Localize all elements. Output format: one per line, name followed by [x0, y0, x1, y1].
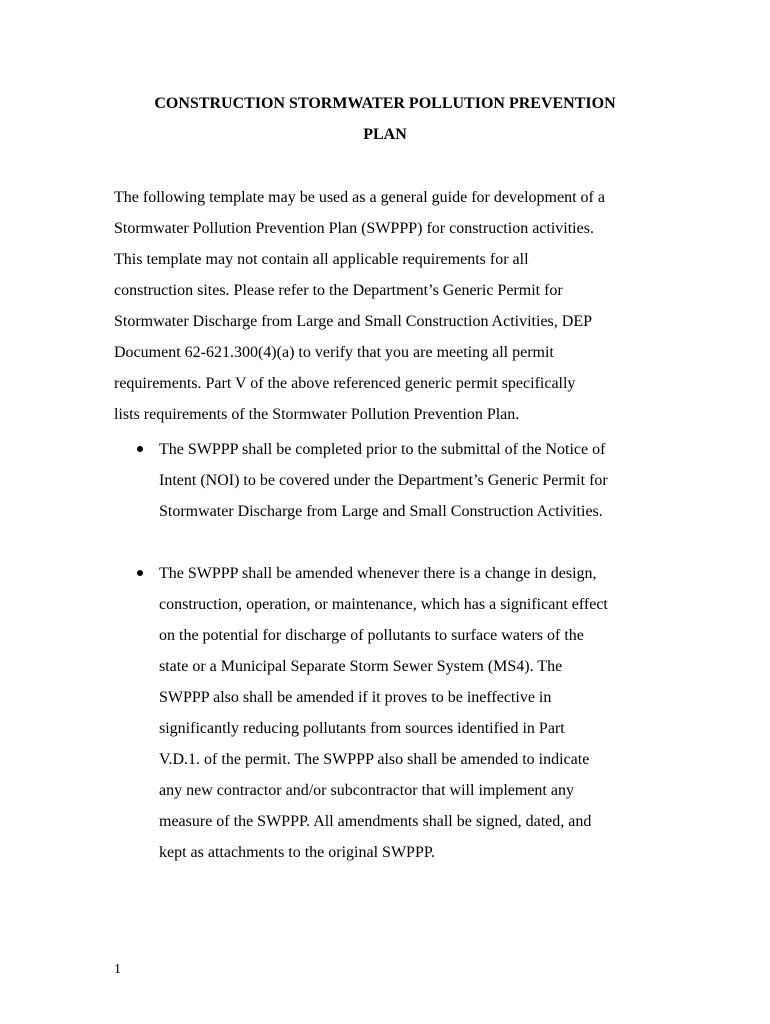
title-line-1: CONSTRUCTION STORMWATER POLLUTION PREVENTION	[154, 95, 616, 112]
intro-paragraph	[114, 182, 674, 430]
list-item-line: state or a Municipal Separate Storm Sewer System (MS4). The	[159, 658, 563, 675]
intro-line: This template may not contain all applicable requirements for all	[114, 251, 529, 268]
list-item-line: Stormwater Discharge from Large and Small Construction Activities.	[159, 503, 603, 520]
list-item	[114, 558, 674, 868]
requirements-list	[114, 434, 674, 868]
intro-line: Document 62-621.300(4)(a) to verify that you are meeting all permit	[114, 344, 554, 361]
intro-line: lists requirements of the Stormwater Pollution Prevention Plan.	[114, 406, 520, 423]
bullet-icon	[137, 570, 143, 576]
intro-line: construction sites. Please refer to the Department’s Generic Permit for	[114, 282, 563, 299]
list-item-line: The SWPPP shall be amended whenever there is a change in design,	[159, 565, 597, 582]
list-item-line: significantly reducing pollutants from sources identified in Part	[159, 720, 565, 737]
document-title	[0, 88, 770, 150]
list-item-line: on the potential for discharge of pollutants to surface waters of the	[159, 627, 584, 644]
list-item	[114, 434, 674, 527]
bullet-icon	[137, 446, 143, 452]
intro-line: The following template may be used as a general guide for development of a	[114, 189, 605, 206]
list-item-line: any new contractor and/or subcontractor that will implement any	[159, 782, 574, 799]
list-item-line: Intent (NOI) to be covered under the Department’s Generic Permit for	[159, 472, 608, 489]
page-number: 1	[114, 962, 121, 977]
intro-line: requirements. Part V of the above referenced generic permit specifically	[114, 375, 576, 392]
intro-line: Stormwater Pollution Prevention Plan (SWPPP) for construction activities.	[114, 220, 594, 237]
list-item-line: The SWPPP shall be completed prior to the submittal of the Notice of	[159, 441, 606, 458]
intro-line: Stormwater Discharge from Large and Small Construction Activities, DEP	[114, 313, 592, 330]
title-line-2: PLAN	[363, 126, 407, 143]
list-item-line: V.D.1. of the permit. The SWPPP also shall be amended to indicate	[159, 751, 590, 768]
list-item-line: measure of the SWPPP. All amendments shall be signed, dated, and	[159, 813, 592, 830]
list-item-line: kept as attachments to the original SWPPP.	[159, 844, 435, 861]
list-item-line: SWPPP also shall be amended if it proves to be ineffective in	[159, 689, 552, 706]
list-item-line: construction, operation, or maintenance, which has a significant effect	[159, 596, 608, 613]
